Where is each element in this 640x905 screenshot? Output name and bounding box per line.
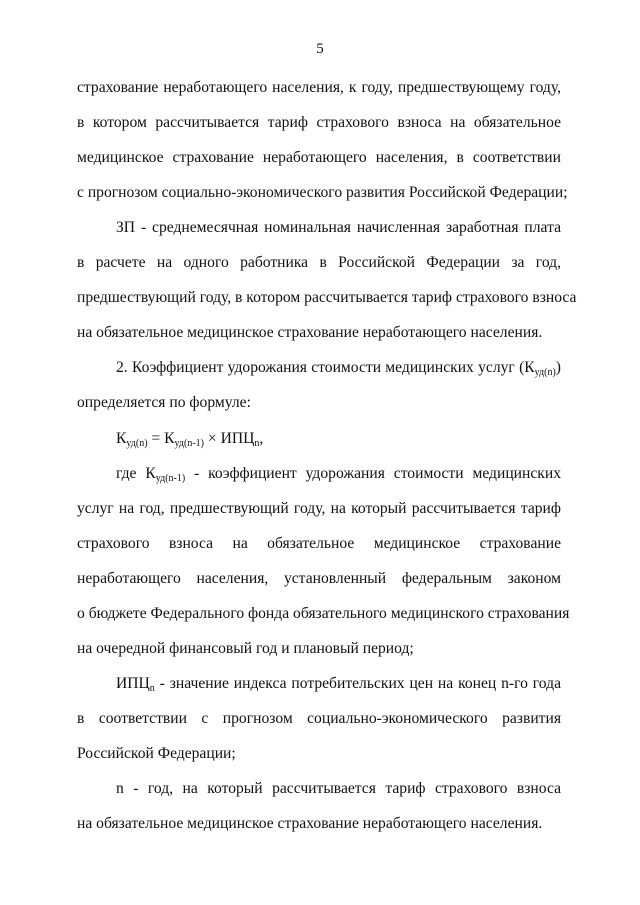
text-line [116,464,561,484]
text-line: услуг на год, предшествующий году, на который рассчитывается тариф [77,500,561,517]
subscript: уд(n) [126,438,148,449]
formula-eq: = К [147,430,175,447]
formula [116,429,263,449]
text-line: страхового взноса на обязательное медицинское страхование [77,535,561,552]
subscript: уд(n-1) [155,473,186,484]
formula-end: , [259,430,264,447]
text-line: n - год, на который рассчитывается тариф страхового взноса [116,780,561,797]
text-span: - значение индекса потребительских цен на конец n-го года [154,675,561,692]
text-span: ИПЦ [116,675,150,692]
text-line: ЗП - среднемесячная номинальная начисленная заработная плата [116,219,561,236]
text-line: в расчете на одного работника в Российской Федерации за год, [77,254,561,271]
text-line: на обязательное медицинское страхование неработающего населения. [77,324,543,341]
text-line: с прогнозом социально-экономического развития Российской Федерации; [77,184,568,201]
subscript: n [254,438,260,449]
text-line: медицинское страхование неработающего населения, в соответствии [77,149,561,166]
text-line: в котором рассчитывается тариф страхового взноса на обязательное [77,114,561,131]
formula-k: К [116,430,127,447]
subscript: уд(n-1) [174,438,204,449]
text-span: где К [116,465,156,482]
text-line: неработающего населения, установленный федеральным законом [77,570,561,587]
text-span: ) [555,359,561,376]
text-line: предшествующий году, в котором рассчитывается тариф страхового взноса [77,289,577,306]
text-line: о бюджете Федерального фонда обязательного медицинского страхования [77,605,570,622]
text-span: 2. Коэффициент удорожания стоимости медицинских услуг (К [116,359,535,376]
subscript: уд(n) [534,367,556,378]
text-line: Российской Федерации; [77,745,236,762]
text-span: - коэффициент удорожания стоимости медицинских [185,465,561,482]
text-line: в соответствии с прогнозом социально-экономического развития [77,710,561,727]
text-line [116,674,561,694]
text-line [116,358,561,378]
text-line: на очередной финансовый год и плановый период; [77,640,414,657]
text-line: страхование неработающего населения, к году, предшествующему году, [77,79,561,96]
text-line: на обязательное медицинское страхование неработающего населения. [77,815,543,832]
text-line: определяется по формуле: [77,394,251,411]
subscript: n [149,683,155,694]
page-number: 5 [316,41,324,57]
formula-times: × ИПЦ [203,430,255,447]
